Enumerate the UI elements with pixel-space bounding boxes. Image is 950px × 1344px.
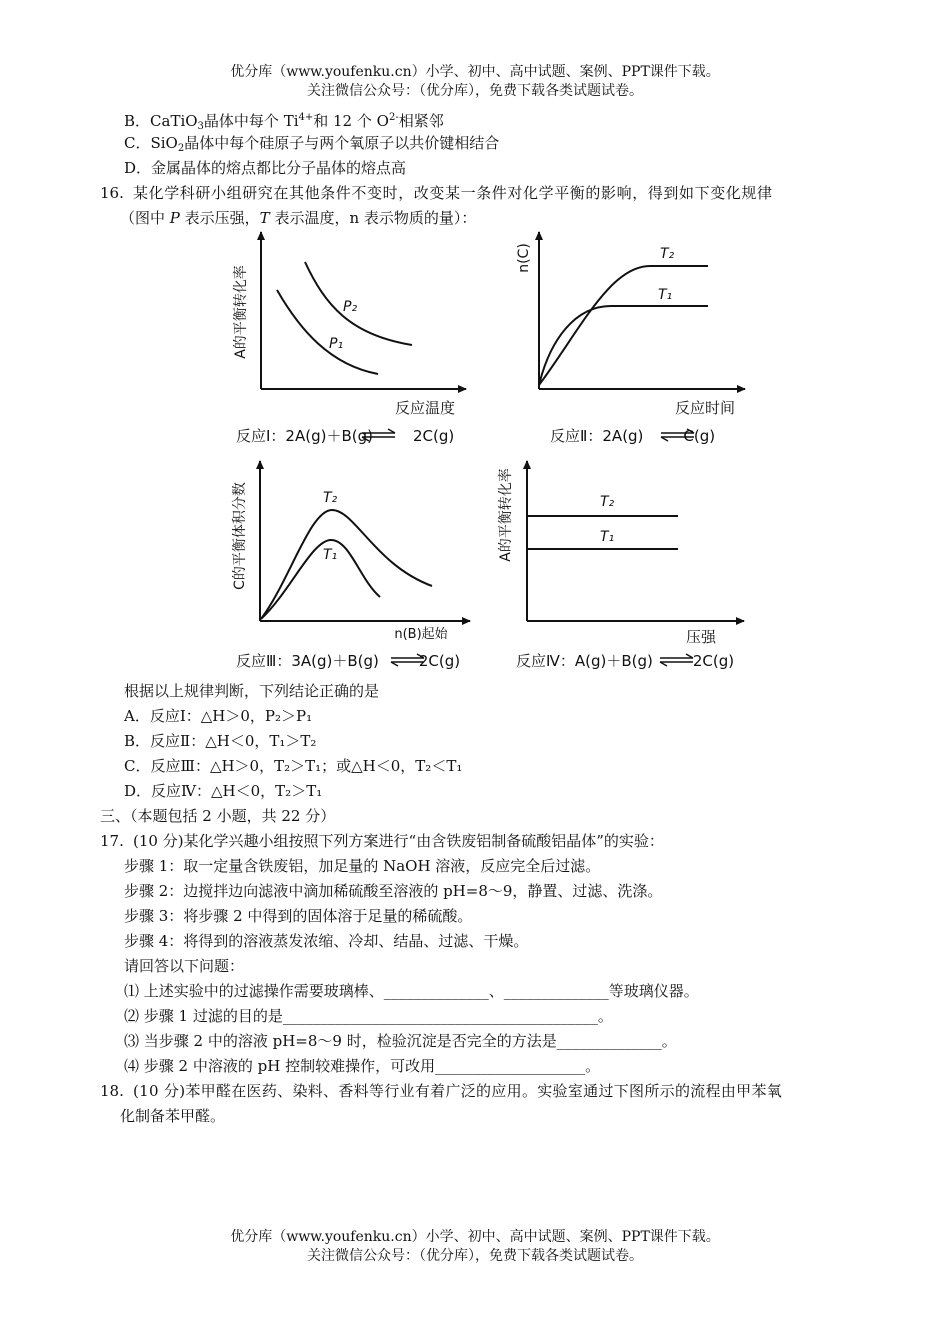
c1-curve-p2 (305, 262, 412, 345)
q18-number: 18. (100, 1082, 124, 1100)
chart-reaction-1 (233, 232, 466, 445)
c4-label-t1: T₁ (600, 529, 615, 545)
c1-y-label: A的平衡转化率 (233, 265, 249, 359)
q16-option-d: D．反应Ⅳ：△H＜0，T₂＞T₁ (124, 782, 323, 800)
q15-option-c: C．SiO$_2$晶体中每个硅原子与两个氧原子以共价键相结合 (124, 134, 500, 154)
c4-caption: 反应Ⅳ：A(g)＋B(g) 2C(g) (516, 652, 735, 670)
c3-x-label: n(B)起始 (394, 627, 448, 642)
q16-stem-line2: （图中 P 表示压强，T 表示温度，n 表示物质的量）： (120, 209, 477, 227)
c4-label-t2: T₂ (600, 494, 615, 510)
c1-curve-p1 (277, 290, 378, 374)
q18-stem-line1: (10 分)苯甲醛在医药、染料、香料等行业有着广泛的应用。实验室通过下图所示的流程由甲苯氧 (133, 1082, 783, 1100)
q17-part-2: ⑵ 步骤 1 过滤的目的是__________________________________________。 (124, 1007, 613, 1025)
q16-stem-line1: 某化学科研小组研究在其他条件不变时，改变某一条件对化学平衡的影响，得到如下变化规律 (133, 184, 773, 202)
chart-reaction-3 (231, 461, 470, 670)
q17-part-3: ⑶ 当步骤 2 中的溶液 pH=8～9 时，检验沉淀是否完全的方法是______________。 (124, 1032, 677, 1050)
q17-step-1: 步骤 1：取一定量含铁废铝，加足量的 NaOH 溶液，反应完全后过滤。 (124, 857, 601, 875)
q16-option-a: A．反应Ⅰ：△H＞0，P₂＞P₁ (124, 707, 313, 725)
c3-equilibrium-arrow (391, 654, 424, 666)
c1-equilibrium-arrow (362, 429, 395, 441)
c1-x-label: 反应温度 (394, 399, 456, 417)
c1-label-p2: P₂ (343, 299, 358, 315)
footer-line-1: 优分库（www.youfenku.cn）小学、初中、高中试题、案例、PPT课件下载。 (230, 1229, 720, 1245)
c4-equilibrium-arrow (660, 654, 693, 666)
q17-stem: (10 分)某化学兴趣小组按照下列方案进行“由含铁废铝制备硫酸铝晶体”的实验： (133, 832, 664, 850)
header-line-1: 优分库（www.youfenku.cn）小学、初中、高中试题、案例、PPT课件下载。 (230, 64, 720, 80)
q18-stem-line2: 化制备苯甲醛。 (120, 1107, 226, 1125)
footer-line-2: 关注微信公众号：（优分库），免费下载各类试题试卷。 (307, 1248, 643, 1264)
q16-option-b: B．反应Ⅱ：△H＜0，T₁＞T₂ (124, 732, 317, 750)
c3-caption: 反应Ⅲ：3A(g)＋B(g) 2C(g) (236, 652, 461, 670)
c3-y-label: C的平衡体积分数 (232, 482, 248, 590)
q15-option-b: B．CaTiO$_3$晶体中每个 $Ti^{4+}$和 12 个 $O^{2-}$相紧邻 (124, 112, 444, 132)
c4-y-label: A的平衡转化率 (498, 468, 514, 562)
c2-curve-t1 (539, 306, 708, 385)
c2-x-label: 反应时间 (674, 399, 736, 417)
chart-reaction-2 (516, 232, 745, 445)
c2-y-label: n(C) (516, 243, 532, 273)
c3-label-t2: T₂ (323, 490, 338, 506)
c3-curve-t2 (261, 510, 432, 619)
c2-curve-t2 (539, 266, 708, 385)
q17-number: 17. (100, 832, 124, 850)
c2-caption: 反应Ⅱ：2A(g) C(g) (550, 427, 716, 445)
section-3-title: 三、（本题包括 2 小题，共 22 分） (100, 807, 336, 825)
c1-caption: 反应Ⅰ：2A(g)＋B(g) 2C(g) (236, 427, 455, 445)
c2-equilibrium-arrow (661, 429, 694, 441)
q17-part-4: ⑷ 步骤 2 中溶液的 pH 控制较难操作，可改用____________________。 (124, 1057, 601, 1075)
c2-label-t1: T₁ (658, 287, 673, 303)
q15-option-d: D．金属晶体的熔点都比分子晶体的熔点高 (124, 159, 407, 177)
q16-number: 16. (100, 184, 124, 202)
q17-step-2: 步骤 2：边搅拌边向滤液中滴加稀硫酸至溶液的 pH=8～9，静置、过滤、洗涤。 (124, 882, 663, 900)
c1-label-p1: P₁ (329, 336, 344, 352)
c4-x-label: 压强 (685, 628, 717, 646)
q16-conclusion: 根据以上规律判断，下列结论正确的是 (124, 682, 380, 700)
c3-curve-t1 (261, 540, 380, 619)
chart-reaction-4 (498, 461, 744, 670)
q17-step-4: 步骤 4：将得到的溶液蒸发浓缩、冷却、结晶、过滤、干燥。 (124, 932, 529, 950)
c2-label-t2: T₂ (660, 246, 675, 262)
q16-option-c: C．反应Ⅲ：△H＞0，T₂＞T₁；或△H＜0，T₂＜T₁ (124, 757, 463, 775)
q17-step-3: 步骤 3：将步骤 2 中得到的固体溶于足量的稀硫酸。 (124, 907, 473, 925)
q17-ask: 请回答以下问题： (124, 957, 245, 975)
header-line-2: 关注微信公众号：（优分库），免费下载各类试题试卷。 (307, 83, 643, 99)
q17-part-1: ⑴ 上述实验中的过滤操作需要玻璃棒、______________、______________等玻璃仪器。 (124, 982, 699, 1000)
c3-label-t1: T₁ (323, 547, 338, 563)
